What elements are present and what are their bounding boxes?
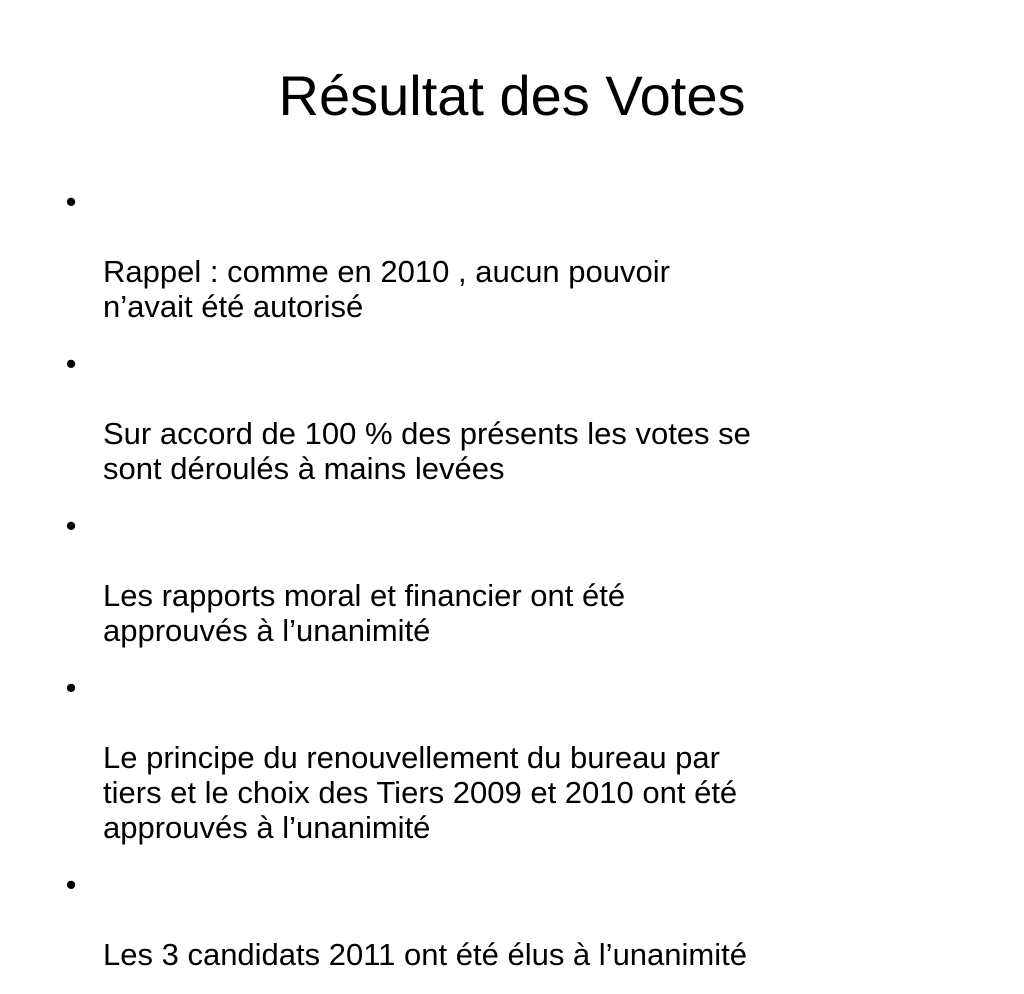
slide-title: Résultat des Votes	[278, 64, 746, 127]
bullet-item	[56, 184, 966, 324]
bullet-icon: •	[65, 346, 77, 381]
bullet-item	[56, 867, 966, 972]
bullet-icon: •	[65, 184, 77, 219]
bullet-text: Rappel : comme en 2010 , aucun pouvoir n’avait été autorisé	[103, 254, 670, 324]
bullet-icon: •	[65, 508, 77, 543]
bullet-text: Les 3 candidats 2011 ont été élus à l’unanimité	[103, 937, 747, 972]
bullet-item	[56, 670, 966, 845]
bullet-item	[56, 508, 966, 648]
bullet-item	[56, 346, 966, 486]
bullet-text: Sur accord de 100 % des présents les votes se sont déroulés à mains levées	[103, 416, 751, 486]
bullet-list	[56, 184, 966, 994]
bullet-text: Les rapports moral et financier ont été approuvés à l’unanimité	[103, 578, 626, 648]
bullet-text: Le principe du renouvellement du bureau par tiers et le choix des Tiers 2009 et 2010 ont été approuvés à l’unanimité	[103, 740, 738, 845]
bullet-icon: •	[65, 867, 77, 902]
bullet-icon: •	[65, 670, 77, 705]
